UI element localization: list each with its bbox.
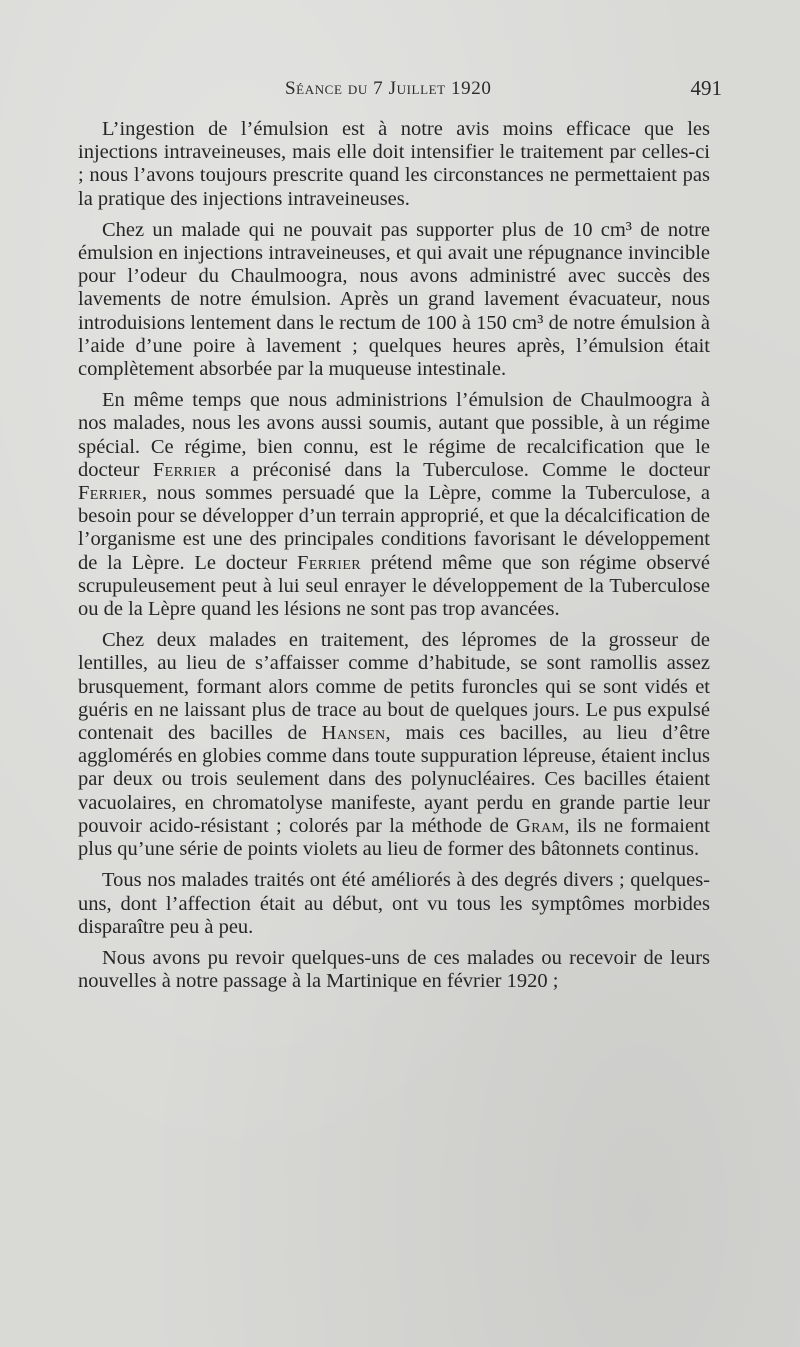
author-name-ferrier: Ferrier <box>78 482 142 505</box>
paragraph-martinique <box>78 947 710 993</box>
page-number: 491 <box>690 76 722 100</box>
author-name-hansen: Hansen <box>321 722 386 745</box>
author-name-gram: Gram <box>516 814 565 837</box>
paragraph-lavements <box>78 219 710 381</box>
paragraph-text: , mais ces bacilles, au lieu d’être agglomérés en globies comme dans toute suppuration lépreuse, étaient inclus par deux ou trois seulement dans des polynucléaires. Ces bacilles étaient vacuolaires, en chromatolyse manifeste, ayant perdu en grande partie leur pouvoir acido-résistant ; colorés par la méthode de <box>78 722 711 837</box>
paragraph-text: , nous sommes persuadé que la Lèpre, comme la Tuberculose, a besoin pour se développer d’un terrain approprié, et que la décalcification de l’organisme est une des principales conditions favorisant le développement de la Lèpre. Le docteur <box>78 482 710 574</box>
paragraph-text: Chez deux malades en traitement, des lépromes de la grosseur de lentilles, au lieu de s’affaisser comme d’habitude, se sont ramollis assez brusquement, formant alors comme de petits furoncles qui se sont vidés et guéris en ne laissant plus de trace au bout de quelques jours. Le pus expulsé contenait des bacilles de <box>78 629 710 745</box>
paragraph-text: Nous avons pu revoir quelques-uns de ces malades ou recevoir de leurs nouvelles à notre passage à la Martinique en février 1920 ; <box>78 946 710 993</box>
paragraph-text: prétend même que son régime observé scrupuleusement peut à lui seul enrayer le développement de la Tuberculose ou de la Lèpre quand les lésions ne sont pas trop avancées. <box>78 551 710 621</box>
paragraph-lepromes <box>78 629 710 861</box>
paragraph-text: En même temps que nous administrions l’émulsion de Chaulmoogra à nos malades, nous les avons aussi soumis, autant que possible, à un régime spécial. Ce régime, bien connu, est le régime de recalcification que le docteur <box>78 389 710 481</box>
paragraph-text: Tous nos malades traités ont été améliorés à des degrés divers ; quelques-uns, dont l’affection était au début, ont vu tous les symptômes morbides disparaître peu à peu. <box>78 869 710 938</box>
paragraph-text: , ils ne formaient plus qu’une série de points violets au lieu de former des bâtonnets continus. <box>78 814 710 861</box>
paragraph-emulsion-ingestion <box>78 118 710 211</box>
author-name-ferrier: Ferrier <box>297 551 362 574</box>
page-header <box>0 74 800 104</box>
body-text <box>78 118 710 1001</box>
running-head: Séance du 7 Juillet 1920 <box>285 78 492 99</box>
author-name-ferrier: Ferrier <box>152 458 217 481</box>
paragraph-regime-recalcification <box>78 389 710 621</box>
paragraph-text: L’ingestion de l’émulsion est à notre avis moins efficace que les injections intraveineuses, mais elle doit intensifier le traitement par celles-ci ; nous l’avons toujours prescrite quand les circonstances ne permettaient pas la pratique des injections intraveineuses. <box>78 118 710 210</box>
paragraph-text: a préconisé dans la Tuberculose. Comme le docteur <box>216 458 710 481</box>
paragraph-text: Chez un malade qui ne pouvait pas supporter plus de 10 cm³ de notre émulsion en injections intraveineuses, et qui avait une répugnance invincible pour l’odeur du Chaulmoogra, nous avons administré avec succès des lavements de notre émulsion. Après un grand lavement évacuateur, nous introduisions lentement dans le rectum de 100 à 150 cm³ de notre émulsion à l’aide d’une poire à lavement ; quelques heures après, l’émulsion était complètement absorbée par la muqueuse intestinale. <box>78 218 710 381</box>
paragraph-ameliorations <box>78 869 710 939</box>
